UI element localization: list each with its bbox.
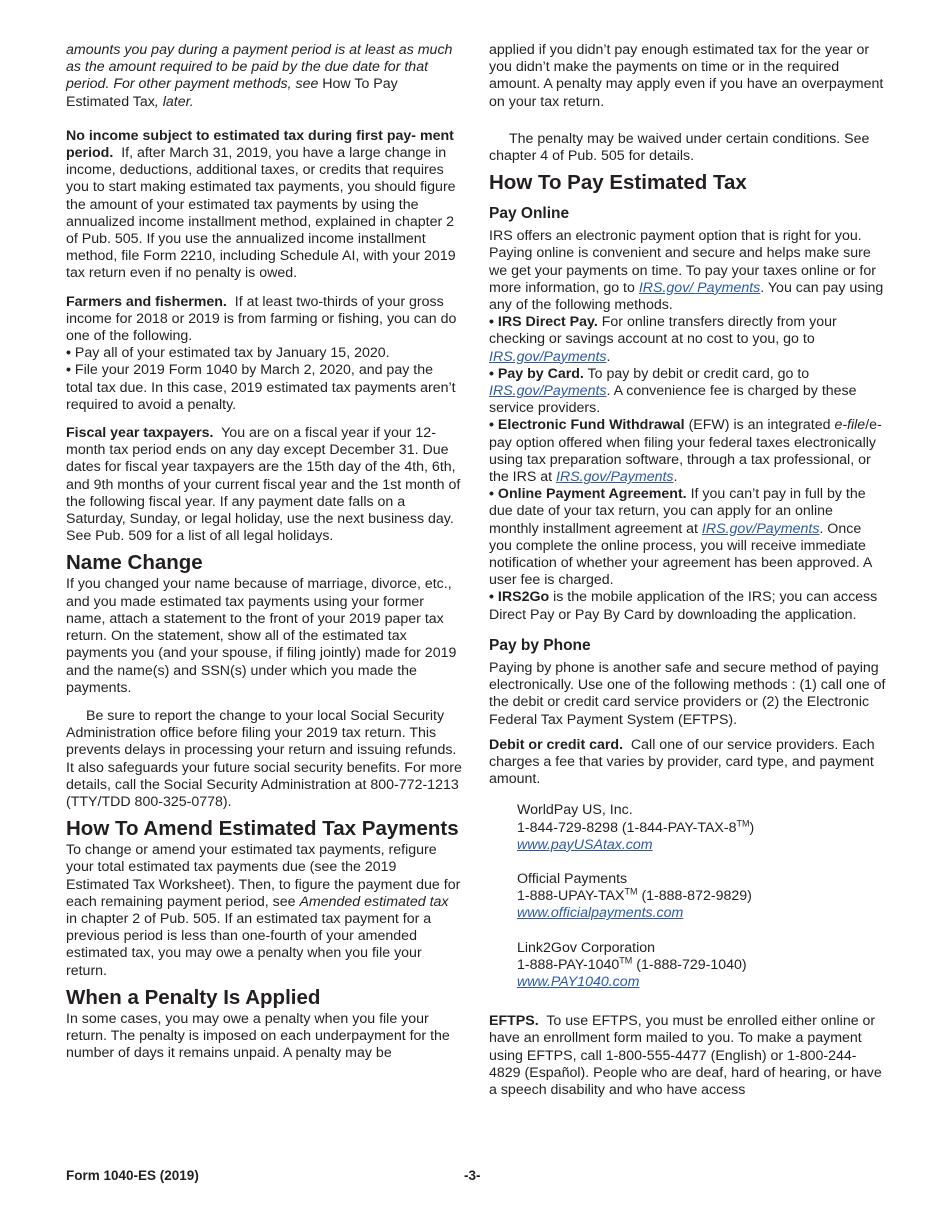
irs2go-item: • IRS2Go is the mobile application of the IRS; you can access Direct Pay or Pay By Card by downloading the application. [489,589,878,623]
efw-item: • Electronic Fund Withdrawal (EFW) is an integrated e-file/e-pay option offered when filing your federal taxes electronically using tax preparation software, through a tax professional, or the IRS at IRS.gov/Payments. [489,417,882,486]
pay-by-phone-heading: Pay by Phone [489,636,591,654]
irs-payments-link[interactable]: IRS.gov/ Payments [638,279,761,296]
penalty-paragraph: In some cases, you may owe a penalty when you file your return. The penalty is imposed on each underpayment for the number of days it remains unpaid. A penalty may be [66,1010,450,1062]
provider-worldpay [489,802,886,854]
fiscal-paragraph: Fiscal year taxpayers. You are on a fiscal year if your 12-month tax period ends on any day except December 31. Due dates for fiscal year taxpayers are the 15th day of the 4th, 6th, and 9th months of your current fiscal year and the 1st month of the following fiscal year. If any payment date falls on a Saturday, Sunday, or legal holiday, use the next business day. See Pub. 509 for a list of all legal holidays. [66,425,461,545]
name-change-paragraph-1: If you changed your name because of marriage, divorce, etc., and you made estimated tax payments using your former name, attach a statement to the front of your 2019 paper tax return. On the statement, show all of the estimated tax payments you (and your spouse, if filing jointly) made for 2019 and the name(s) and SSN(s) under which you made the payments. [66,576,457,696]
intro-paragraph: amounts you pay during a payment period is at least as much as the amount required to be paid by the due date for that period. For other payment methods, see How To Pay Estimated Tax, later. [66,42,453,110]
provider-url-link[interactable]: www.payUSAtax.com [517,836,653,853]
name-change-heading: Name Change [66,551,203,575]
provider-name: WorldPay US, Inc. [517,802,633,819]
how-to-pay-heading: How To Pay Estimated Tax [489,171,747,195]
amend-heading: How To Amend Estimated Tax Payments [66,817,459,841]
penalty-heading: When a Penalty Is Applied [66,985,321,1009]
pay-online-intro: IRS offers an electronic payment option that is right for you. Paying online is convenient and secure and helps make sure we get your payments on time. To pay your taxes online or for more information, go to IRS.gov/ Payments. You can pay using any of the following methods. [489,228,884,314]
pay-online-heading: Pay Online [489,205,570,223]
provider-name: Official Payments [517,870,628,887]
opa-link[interactable]: IRS.gov/Payments [701,520,820,537]
direct-pay-link[interactable]: IRS.gov/Payments [489,348,607,365]
pay-by-card-link[interactable]: IRS.gov/Payments [489,383,607,400]
efw-link[interactable]: IRS.gov/Payments [556,469,674,486]
left-column [66,42,462,1062]
provider-name: Link2Gov Corporation [517,939,656,956]
provider-phone: 1-888-PAY-1040™ (1-888-729-1040) [517,955,747,973]
provider-phone: 1-888-UPAY-TAX™ (1-888-872-9829) [517,886,752,905]
provider-link2gov [489,940,886,992]
no-income-paragraph: No income subject to estimated tax during first pay- ment period. If, after March 31, 2019, you have a large change in income, deductions, additional taxes, or credits that requires you to start making estimated tax payments, you should figure the amount of your estimated tax payments by using the annualized income installment method, explained in chapter 2 of Pub. 505. If you use the annualized income installment method, file Form 2210, including Schedule AI, with your 2019 tax return even if no penalty is owed. [66,127,456,282]
name-change-paragraph-2: Be sure to report the change to your local Social Security Administration office before filing your 2019 tax return. This prevents delays in processing your return and issuing refunds. It also safeguards your future social security benefits. For more details, call the Social Security Administration at 800-772-1213 (TTY/TDD 800-325-0778). [66,707,462,810]
amend-paragraph: To change or amend your estimated tax payments, refigure your total estimated tax payments due (see the 2019 Estimated Tax Worksheet). Then, to figure the payment due for each remaining payment period, see Amended estimated tax in chapter 2 of Pub. 505. If an estimated tax payment for a previous period is less than one-fourth of your amended estimated tax, you may owe a penalty when you file your return. [66,842,461,979]
farmers-paragraph: Farmers and fishermen. If at least two-thirds of your gross income for 2018 or 2019 is from farming or fishing, you can do one of the following. [66,293,457,345]
penalty-waived-paragraph: The penalty may be waived under certain conditions. See chapter 4 of Pub. 505 for details. [489,130,870,165]
penalty-continued-paragraph: applied if you didn’t pay enough estimated tax for the year or you didn’t make the payments on time or in the required amount. A penalty may apply even if you have an overpayment on your tax return. [489,42,884,110]
farmers-bullet-2: • File your 2019 Form 1040 by March 2, 2020, and pay the total tax due. In this case, 2019 estimated tax payments aren’t required to avoid a penalty. [66,362,456,413]
pay-by-phone-intro: Paying by phone is another safe and secure method of paying electronically. Use one of the following methods : (1) call one of the debit or credit card service providers or (2) the Electronic Federal Tax Payment System (EFTPS). [489,659,886,728]
farmers-bullet-1: • Pay all of your estimated tax by January 15, 2020. [66,345,390,362]
debit-credit-paragraph: Debit or credit card. Call one of our service providers. Each charges a fee that varies by provider, card type, and payment amount. [489,736,875,788]
right-column [489,42,886,1099]
pay-by-card-item: • Pay by Card. To pay by debit or credit card, go to IRS.gov/Payments. A convenience fee is charged by these service providers. [489,365,857,417]
provider-url-link[interactable]: www.officialpayments.com [517,905,684,922]
direct-pay-item: • IRS Direct Pay. For online transfers directly from your checking or savings account at no cost to you, go to IRS.gov/Payments. [489,314,837,365]
form-title: Form 1040-ES (2019) [66,1168,199,1183]
provider-phone: 1-844-729-8298 (1-844-PAY-TAX-8™) [517,817,755,836]
provider-url-link[interactable]: www.PAY1040.com [517,973,640,990]
provider-official-payments [489,871,886,923]
page-number: -3- [464,1168,481,1183]
eftps-paragraph: EFTPS. To use EFTPS, you must be enrolled either online or have an enrollment form mailed to you. To make a payment using EFTPS, call 1-800-555-4477 (English) or 1-800-244-4829 (Español). People who are deaf, hard of hearing, or have a speech disability and who have access [489,1013,882,1098]
online-payment-agreement-item: • Online Payment Agreement. If you can’t pay in full by the due date of your tax return, you can apply for an online monthly installment agreement at IRS.gov/Payments. Once you complete the online process, you will receive immediate notification of whether your agreement has been approved. A user fee is charged. [489,486,872,589]
